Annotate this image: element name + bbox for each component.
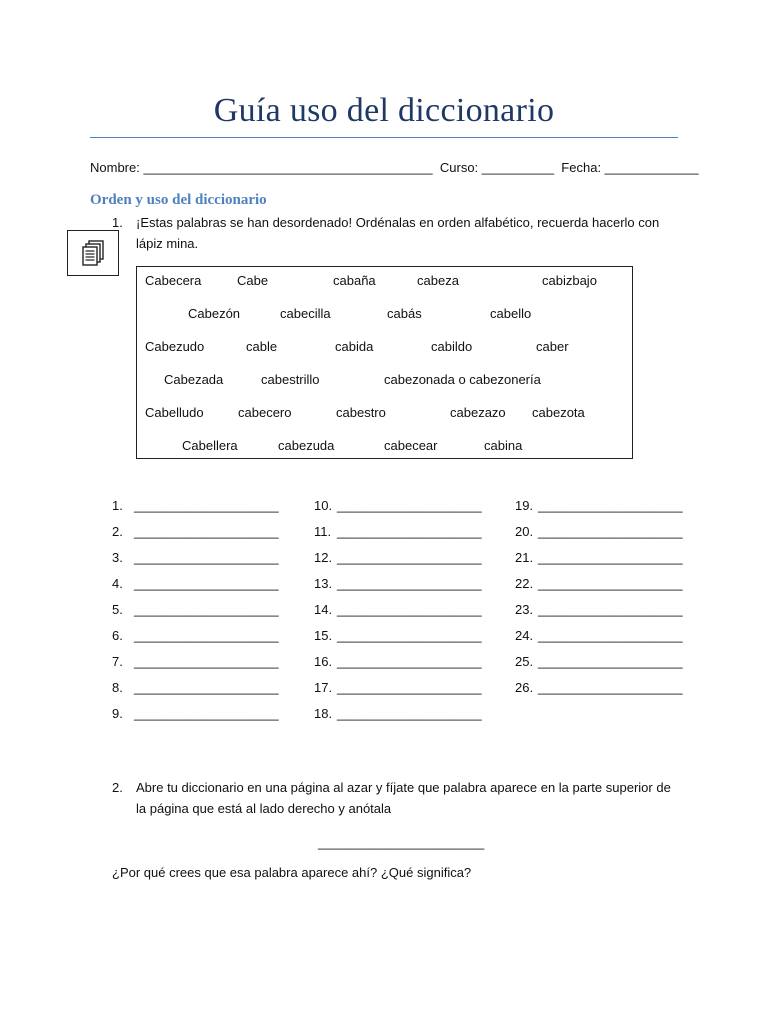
answer-line (112, 706, 279, 721)
answer-number: 1. (112, 498, 123, 513)
word-item: cabezuda (278, 438, 335, 453)
answer-number: 26. (515, 680, 534, 695)
answer-blank: ____________________ (134, 524, 279, 539)
answer-blank: ____________________ (134, 550, 279, 565)
answer-number: 25. (515, 654, 534, 669)
answer-number: 22. (515, 576, 534, 591)
answer-number: 21. (515, 550, 534, 565)
answer-line (314, 550, 482, 565)
answer-number: 18. (314, 706, 333, 721)
answer-number: 4. (112, 576, 123, 591)
answer-number: 14. (314, 602, 333, 617)
word-item: Cabelludo (145, 405, 204, 420)
answer-number: 6. (112, 628, 123, 643)
word-item: cabás (387, 306, 422, 321)
answer-blank: ____________________ (538, 628, 683, 643)
question-2-blank: _______________________ (318, 835, 485, 850)
answer-blank: ____________________ (134, 576, 279, 591)
answer-line (515, 498, 683, 513)
answer-number: 2. (112, 524, 123, 539)
answer-line (515, 524, 683, 539)
answer-line (515, 550, 683, 565)
title-underline (90, 137, 678, 138)
answer-blank: ____________________ (134, 680, 279, 695)
answer-number: 13. (314, 576, 333, 591)
word-item: Cabe (237, 273, 269, 288)
answer-line (112, 602, 279, 617)
answer-line (112, 680, 279, 695)
word-item: cabeza (417, 273, 459, 288)
word-item: caber (536, 339, 569, 354)
word-item: cabezota (532, 405, 585, 420)
notes-icon (67, 230, 119, 276)
answer-line (112, 576, 279, 591)
answer-line (515, 628, 683, 643)
word-item: cabezonada o cabezonería (384, 372, 541, 387)
question-1-number: 1. (112, 215, 123, 230)
answer-number: 9. (112, 706, 123, 721)
word-item: Cabezada (164, 372, 224, 387)
answer-blank: ____________________ (337, 550, 482, 565)
answer-blank: ____________________ (337, 706, 482, 721)
answer-blank: ____________________ (538, 654, 683, 669)
answer-blank: ____________________ (538, 524, 683, 539)
word-item: Cabezón (188, 306, 241, 321)
word-box (136, 266, 633, 459)
answer-number: 10. (314, 498, 333, 513)
answer-blank: ____________________ (134, 628, 279, 643)
answer-number: 17. (314, 680, 333, 695)
answer-number: 5. (112, 602, 123, 617)
question-3-text: ¿Por qué crees que esa palabra aparece ahí? ¿Qué significa? (112, 865, 472, 880)
answer-number: 16. (314, 654, 333, 669)
word-item: cabecilla (280, 306, 331, 321)
answer-blank: ____________________ (337, 602, 482, 617)
question-2-text: Abre tu diccionario en una página al azar y fíjate que palabra aparece en la parte superior de la página que está al lado derecho y anótala (136, 780, 671, 816)
answer-line (112, 628, 279, 643)
answer-blank: ____________________ (134, 498, 279, 513)
answer-number: 11. (314, 524, 332, 539)
section-heading: Orden y uso del diccionario (90, 192, 267, 208)
answer-blank: ____________________ (538, 602, 683, 617)
answer-blank: ____________________ (134, 706, 279, 721)
answer-blank: ____________________ (337, 654, 482, 669)
page-title: Guía uso del diccionario (213, 92, 555, 129)
question-1-text: ¡Estas palabras se han desordenado! Ordénalas en orden alfabético, recuerda hacerlo con lápiz mina. (136, 215, 660, 251)
answer-line (515, 602, 683, 617)
word-item: cabestrillo (261, 372, 320, 387)
answer-line (515, 576, 683, 591)
answer-blank: ____________________ (538, 680, 683, 695)
answer-line (515, 654, 683, 669)
word-item: cabello (490, 306, 532, 321)
word-item: cabildo (431, 339, 473, 354)
answer-number: 7. (112, 654, 123, 669)
answer-number: 19. (515, 498, 534, 513)
answer-number: 8. (112, 680, 123, 695)
answer-line (515, 680, 683, 695)
answer-blank: ____________________ (538, 498, 683, 513)
word-item: cable (246, 339, 278, 354)
answer-line (314, 654, 482, 669)
answer-blank: ____________________ (337, 524, 482, 539)
question-2-number: 2. (112, 780, 123, 795)
answer-line (314, 602, 482, 617)
answer-blank: ____________________ (337, 498, 482, 513)
answer-number: 20. (515, 524, 534, 539)
answer-line (112, 550, 279, 565)
word-item: cabaña (333, 273, 376, 288)
word-item: cabina (484, 438, 523, 453)
answer-line (112, 498, 279, 513)
word-item: Cabellera (182, 438, 238, 453)
answer-line (314, 498, 482, 513)
answer-blank: ____________________ (337, 628, 482, 643)
answer-blank: ____________________ (538, 576, 683, 591)
answer-number: 12. (314, 550, 333, 565)
answer-line (314, 680, 482, 695)
answer-line (314, 628, 482, 643)
answer-number: 23. (515, 602, 534, 617)
answer-blank: ____________________ (337, 576, 482, 591)
answer-number: 3. (112, 550, 123, 565)
answer-line (112, 654, 279, 669)
word-item: cabizbajo (542, 273, 597, 288)
answer-line (314, 706, 482, 721)
word-item: Cabezudo (145, 339, 205, 354)
answer-blank: ____________________ (134, 602, 279, 617)
answer-line (314, 524, 482, 539)
answer-number: 15. (314, 628, 333, 643)
student-info-line: Nombre: ________________________________________ Curso: __________ Fecha: _____________ (90, 160, 699, 175)
answer-blank: ____________________ (538, 550, 683, 565)
answer-number: 24. (515, 628, 534, 643)
word-item: cabestro (336, 405, 386, 420)
word-item: Cabecera (145, 273, 202, 288)
answer-line (112, 524, 279, 539)
answer-blank: ____________________ (337, 680, 482, 695)
word-item: cabecear (384, 438, 438, 453)
word-item: cabecero (238, 405, 292, 420)
answer-line (314, 576, 482, 591)
word-item: cabida (335, 339, 374, 354)
answer-blank: ____________________ (134, 654, 279, 669)
word-item: cabezazo (450, 405, 506, 420)
